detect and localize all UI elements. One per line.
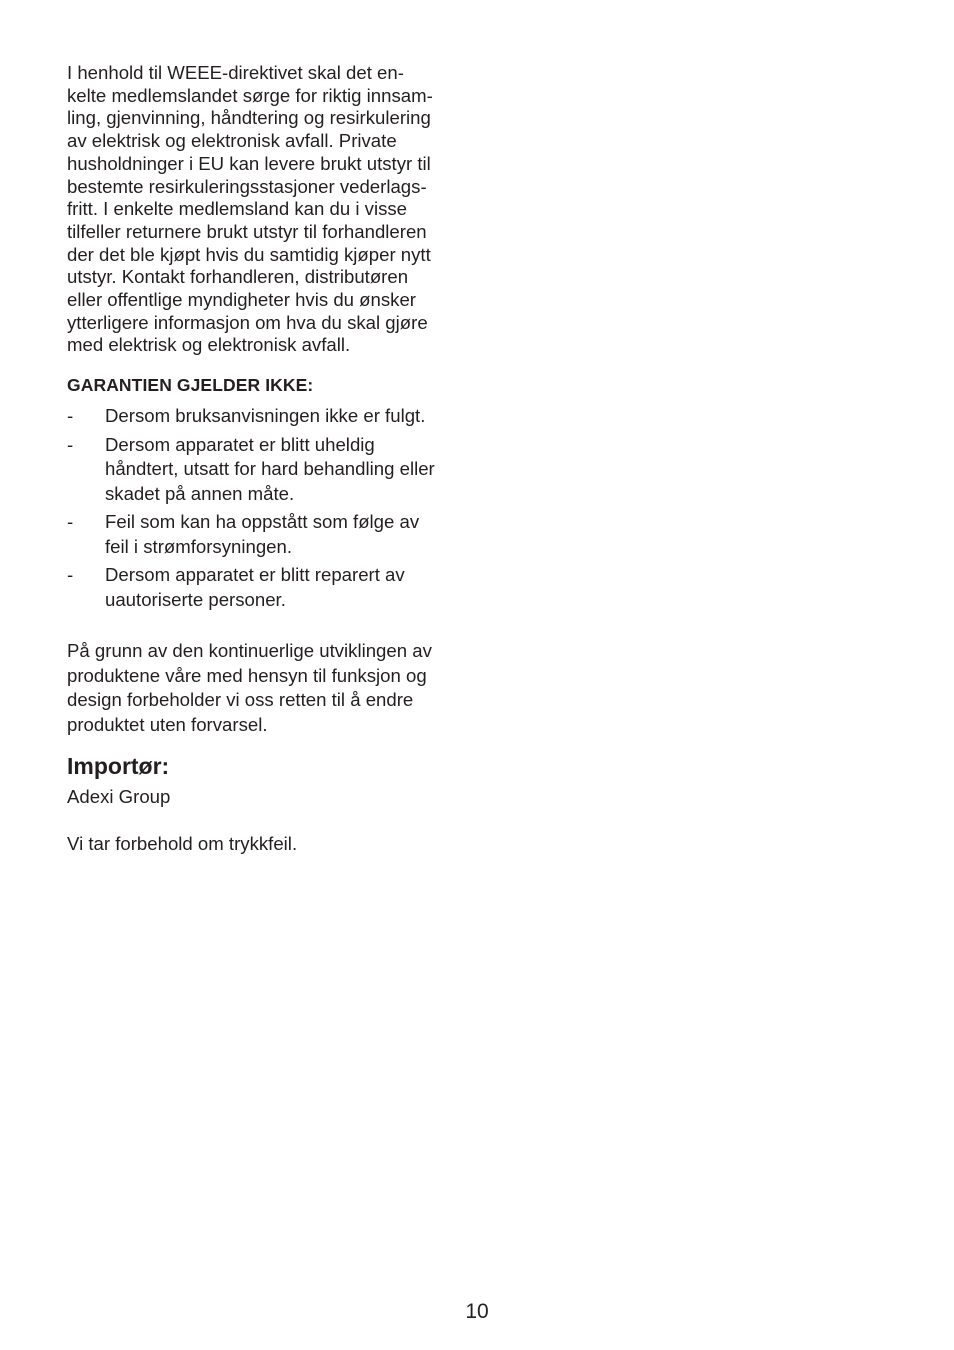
importer-heading: Importør: bbox=[67, 753, 170, 780]
list-dash: - bbox=[67, 564, 74, 586]
list-item bbox=[67, 433, 467, 507]
weee-line: ling, gjenvinning, håndtering og resirkulering bbox=[67, 107, 431, 129]
weee-line: ytterligere informasjon om hva du skal gjøre bbox=[67, 311, 428, 333]
weee-paragraph bbox=[67, 62, 467, 357]
list-item-line: Dersom bruksanvisningen ikke er fulgt. bbox=[105, 405, 426, 427]
list-item-line: skadet på annen måte. bbox=[105, 482, 295, 504]
list-item bbox=[67, 404, 467, 429]
page-number: 10 bbox=[465, 1300, 489, 1323]
weee-line: fritt. I enkelte medlemsland kan du i visse bbox=[67, 198, 408, 220]
weee-line: kelte medlemslandet sørge for riktig innsam- bbox=[67, 84, 433, 106]
development-paragraph bbox=[67, 639, 467, 737]
list-item bbox=[67, 510, 467, 559]
text-column bbox=[67, 62, 467, 856]
warranty-exclusions-list bbox=[67, 404, 467, 612]
weee-line: bestemte resirkuleringsstasjoner vederlags- bbox=[67, 175, 427, 197]
development-line: produktet uten forvarsel. bbox=[67, 713, 268, 735]
weee-line: I henhold til WEEE-direktivet skal det en- bbox=[67, 62, 404, 83]
weee-line: tilfeller returnere brukt utstyr til forhandleren bbox=[67, 220, 427, 242]
development-line: design forbeholder vi oss retten til å endre bbox=[67, 689, 414, 711]
warranty-heading: GARANTIEN GJELDER IKKE: bbox=[67, 375, 314, 396]
weee-line: med elektrisk og elektronisk avfall. bbox=[67, 334, 351, 356]
list-dash: - bbox=[67, 405, 74, 427]
list-item-line: håndtert, utsatt for hard behandling eller bbox=[105, 458, 435, 480]
list-item-line: Dersom apparatet er blitt reparert av bbox=[105, 564, 405, 586]
list-item-line: feil i strømforsyningen. bbox=[105, 535, 293, 557]
development-line: På grunn av den kontinuerlige utviklingen av bbox=[67, 640, 432, 662]
list-dash: - bbox=[67, 433, 74, 455]
weee-line: husholdninger i EU kan levere brukt utstyr til bbox=[67, 152, 431, 174]
list-item-line: Dersom apparatet er blitt uheldig bbox=[105, 433, 375, 455]
weee-line: av elektrisk og elektronisk avfall. Private bbox=[67, 130, 397, 152]
list-dash: - bbox=[67, 511, 74, 533]
weee-line: eller offentlige myndigheter hvis du ønsker bbox=[67, 289, 416, 311]
weee-line: der det ble kjøpt hvis du samtidig kjøper nytt bbox=[67, 243, 431, 265]
importer-name: Adexi Group bbox=[67, 786, 171, 808]
development-line: produktene våre med hensyn til funksjon og bbox=[67, 664, 427, 686]
list-item bbox=[67, 563, 467, 612]
print-disclaimer: Vi tar forbehold om trykkfeil. bbox=[67, 833, 298, 855]
list-item-line: uautoriserte personer. bbox=[105, 588, 286, 610]
list-item-line: Feil som kan ha oppstått som følge av bbox=[105, 511, 420, 533]
weee-line: utstyr. Kontakt forhandleren, distributøren bbox=[67, 266, 409, 288]
